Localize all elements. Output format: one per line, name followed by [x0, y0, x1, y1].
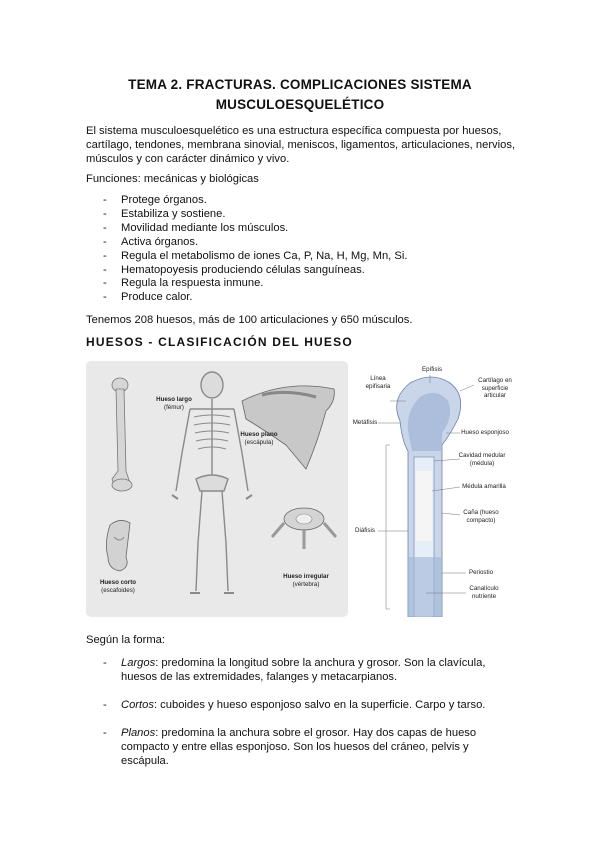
list-item: - Produce calor.: [103, 291, 193, 304]
long-bone-label: Hueso largo (fémur): [156, 396, 192, 411]
classification-item-long: - Largos: predomina la longitud sobre la anchura y grosor. Son la clavícula, huesos de las extremidades, falanges y metacarpianos.: [103, 657, 486, 684]
vertebra-illustration: [272, 508, 336, 549]
totals-paragraph: Tenemos 208 huesos, más de 100 articulaciones y 650 músculos.: [86, 314, 413, 326]
scapula-illustration: [242, 386, 334, 469]
list-item: - Regula el metabolismo de iones Ca, P, Na, H, Mg, Mn, Si.: [103, 249, 408, 262]
label-yellow-marrow: Médula amarilla: [462, 483, 506, 490]
functions-heading: Funciones: mecánicas y biológicas: [86, 173, 259, 185]
irregular-bone-label: Hueso irregular (vértebra): [283, 573, 329, 588]
label-shaft: Caña (hueso compacto): [463, 509, 499, 524]
classification-item-flat: - Planos: predomina la anchura sobre el grosor. Hay dos capas de hueso compacto y entre ellas esponjoso. Son los huesos del cráneo, pelvis y escápula.: [103, 727, 477, 768]
bone-types-figure: [86, 361, 348, 617]
list-item: - Regula la respuesta inmune.: [103, 277, 264, 290]
label-spongy-bone: Hueso esponjoso: [461, 429, 509, 436]
list-item: - Protege órganos.: [103, 194, 207, 206]
functions-list: [86, 194, 407, 305]
long-bone-anatomy-figure: [350, 361, 520, 617]
page-title-line2: MUSCULOESQUELÉTICO: [215, 97, 385, 112]
list-item: - Hematopoyesis produciendo células sanguíneas.: [103, 263, 365, 276]
label-epiphysis: Epífisis: [422, 366, 442, 373]
label-epiphyseal-line: Línea epifisaria: [365, 375, 391, 390]
label-periosteum: Periostio: [468, 569, 494, 576]
femur-illustration: [112, 378, 132, 491]
page-title-line1: TEMA 2. FRACTURAS. COMPLICACIONES SISTEMA: [128, 77, 472, 92]
flat-bone-label: Hueso plano (escápula): [240, 431, 278, 446]
label-metaphysis: Metáfisis: [352, 419, 378, 426]
label-nutrient-canal: Canalículo nutriente: [469, 585, 499, 600]
list-item: - Movilidad mediante los músculos.: [103, 221, 289, 234]
label-diaphysis: Diáfisis: [355, 527, 375, 534]
section-heading: HUESOS - CLASIFICACIÓN DEL HUESO: [86, 335, 353, 349]
label-medullary-cavity: Cavidad medular (médula): [458, 452, 506, 467]
list-item: - Activa órganos.: [103, 235, 199, 248]
short-bone-label: Hueso corto (escafoides): [99, 579, 137, 594]
label-articular-cartilage: Cartílago en superficie articular: [478, 377, 512, 399]
classification-item-short: - Cortos: cuboides y hueso esponjoso salvo en la superficie. Carpo y tarso.: [103, 699, 486, 711]
short-bone-illustration: [106, 520, 130, 571]
list-item: - Estabiliza y sostiene.: [103, 207, 226, 220]
shape-heading: Según la forma:: [86, 634, 165, 646]
intro-paragraph: El sistema musculoesquelético es una estructura específica compuesta por huesos, cartílago, tendones, membrana sinovial, meniscos, ligamentos, articulaciones, nervios, músculos y con carácter dinámico y vivo.: [86, 125, 516, 166]
